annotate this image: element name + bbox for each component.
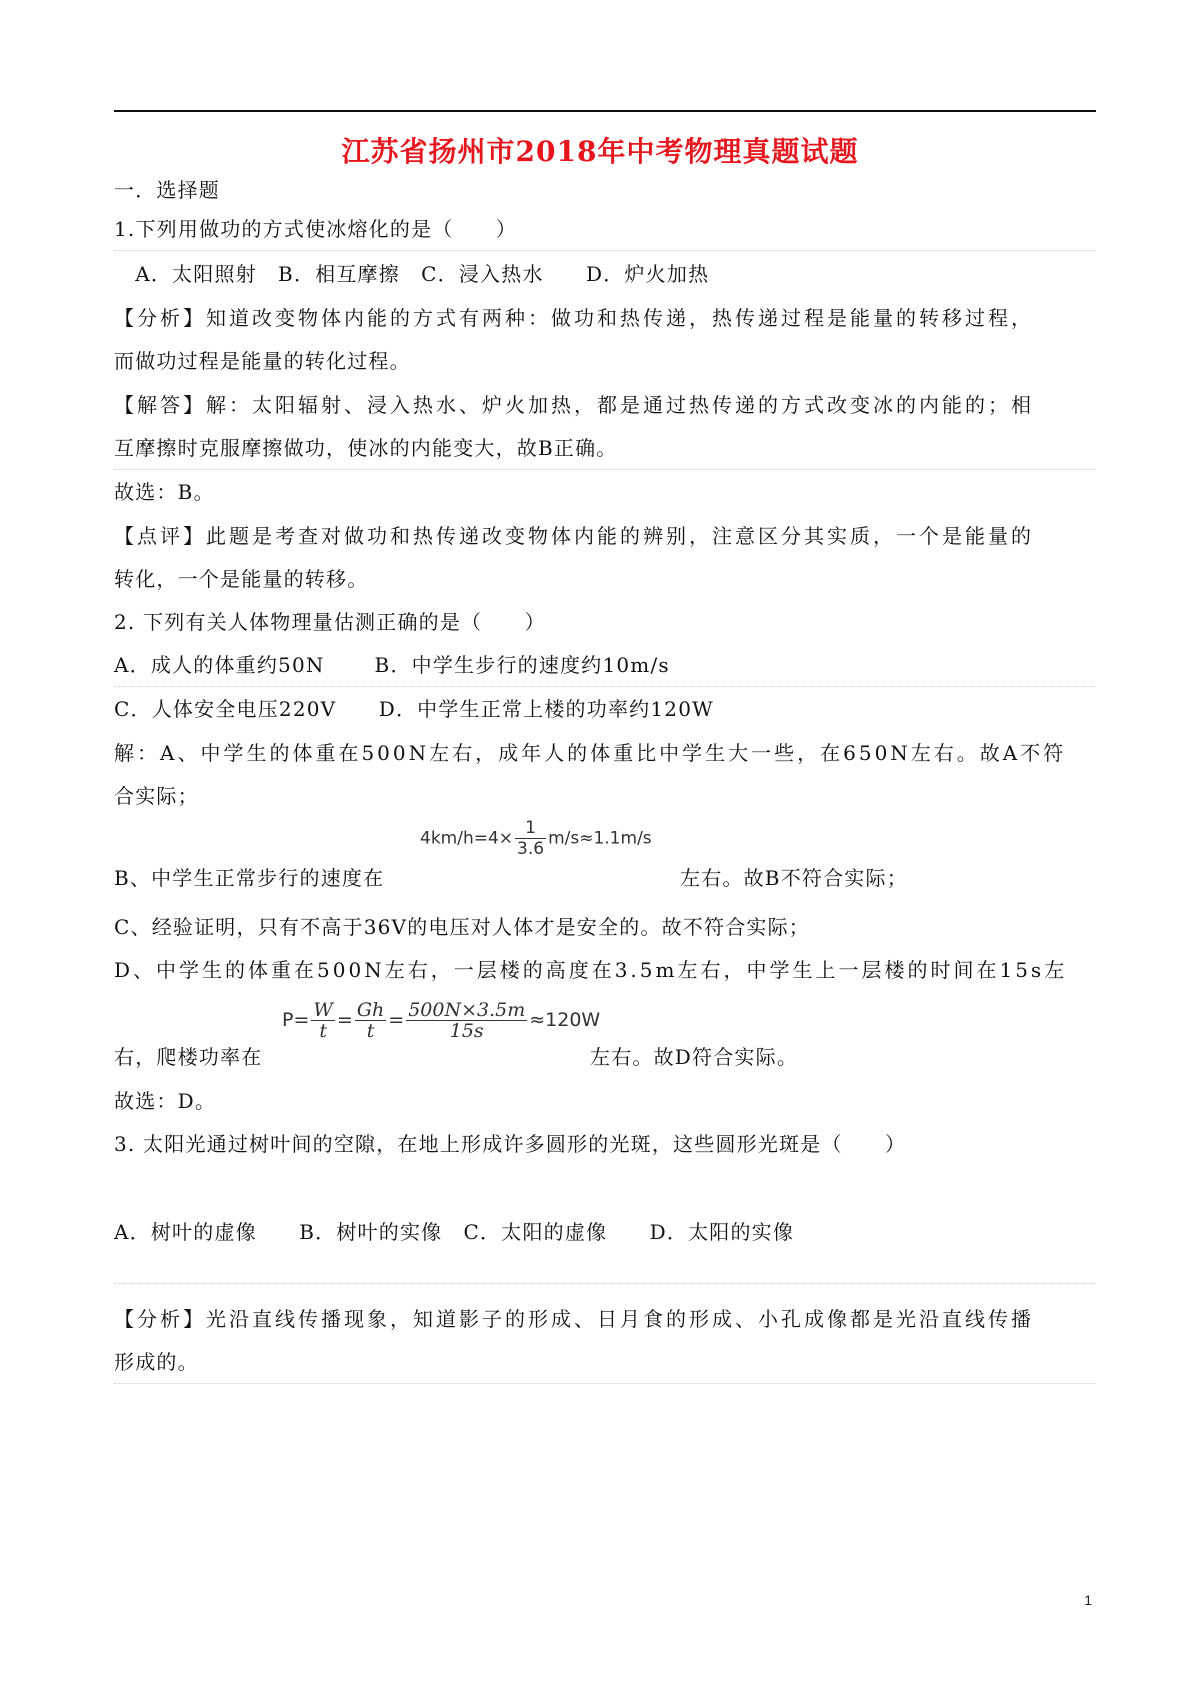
power-formula-eq-2: = — [388, 1009, 405, 1031]
q2-options-ab: A．成人的体重约50N B．中学生步行的速度约10m/s — [114, 653, 670, 677]
q1-answer-line-1: 【解答】解：太阳辐射、浸入热水、炉火加热，都是通过热传递的方式改变冰的内能的；相 — [114, 393, 1034, 417]
speed-formula-lhs: 4km/h=4× — [420, 828, 514, 849]
speed-fraction — [515, 818, 546, 859]
section-heading: 一．选择题 — [114, 178, 220, 202]
page-title: 江苏省扬州市2018年中考物理真题试题 — [341, 135, 859, 168]
q1-comment-line-1: 【点评】此题是考查对做功和热传递改变物体内能的辨别，注意区分其实质，一个是能量的 — [114, 524, 1034, 548]
q1-stem: 1.下列用做功的方式使冰熔化的是（ ） — [114, 217, 518, 241]
q1-options: A．太阳照射 B．相互摩擦 C．浸入热水 D．炉火加热 — [114, 262, 710, 286]
numeric-fraction — [406, 1000, 527, 1041]
page-number: 1 — [1084, 1592, 1092, 1608]
numeric-fraction-denominator: 15s — [449, 1020, 484, 1042]
q1-analysis-line-2: 而做功过程是能量的转化过程。 — [114, 349, 411, 373]
speed-fraction-denominator: 3.6 — [517, 839, 545, 859]
q2-solution-d-prefix: 右，爬楼功率在 — [114, 1045, 263, 1069]
dotted-divider — [114, 250, 1096, 251]
dotted-divider — [114, 469, 1096, 470]
dotted-divider — [114, 686, 1096, 687]
dotted-divider — [114, 1383, 1096, 1384]
dotted-divider — [114, 1283, 1096, 1284]
power-formula-lhs: P= — [282, 1009, 310, 1031]
q3-stem: 3. 太阳光通过树叶间的空隙，在地上形成许多圆形的光斑，这些圆形光斑是（ ） — [114, 1132, 907, 1156]
header-rule — [114, 110, 1096, 112]
q3-options: A．树叶的虚像 B．树叶的实像 C．太阳的虚像 D．太阳的实像 — [114, 1220, 795, 1244]
power-formula-rhs: ≈120W — [529, 1009, 601, 1031]
q1-choice: 故选：B。 — [114, 480, 215, 504]
gh-over-time-numerator: Gh — [356, 999, 385, 1021]
q2-choice: 故选：D。 — [114, 1089, 217, 1113]
q2-solution-a-line-1: 解：A、中学生的体重在500N左右，成年人的体重比中学生大一些，在650N左右。故A不符 — [114, 741, 1067, 765]
q2-solution-c: C、经验证明，只有不高于36V的电压对人体才是安全的。故不符合实际； — [114, 915, 810, 939]
power-formula — [282, 1000, 600, 1041]
q2-solution-b-prefix: B、中学生正常步行的速度在 — [114, 866, 385, 890]
q3-analysis-line-2: 形成的。 — [114, 1350, 199, 1374]
q2-solution-d-suffix: 左右。故D符合实际。 — [590, 1045, 799, 1069]
q2-options-cd: C．人体安全电压220V D．中学生正常上楼的功率约120W — [114, 697, 714, 721]
q1-comment-line-2: 转化，一个是能量的转移。 — [114, 567, 369, 591]
speed-formula — [420, 818, 652, 859]
numeric-fraction-numerator: 500N×3.5m — [408, 999, 526, 1021]
q1-answer-line-2: 互摩擦时克服摩擦做功，使冰的内能变大，故B正确。 — [114, 436, 618, 460]
gh-over-time-fraction — [355, 1000, 386, 1041]
q2-solution-d-line-1: D、中学生的体重在500N左右，一层楼的高度在3.5m左右，中学生上一层楼的时间在15s左 — [114, 958, 1068, 982]
gh-over-time-denominator: t — [366, 1020, 375, 1042]
speed-formula-rhs: m/s≈1.1m/s — [548, 828, 652, 849]
work-over-time-numerator: W — [313, 999, 333, 1021]
q2-solution-b-suffix: 左右。故B不符合实际； — [680, 866, 908, 890]
q2-solution-a-line-2: 合实际； — [114, 784, 199, 808]
q1-analysis-line-1: 【分析】知道改变物体内能的方式有两种：做功和热传递，热传递过程是能量的转移过程， — [114, 306, 1034, 330]
q2-stem: 2. 下列有关人体物理量估测正确的是（ ） — [114, 610, 546, 634]
work-over-time-fraction — [311, 1000, 335, 1041]
work-over-time-denominator: t — [319, 1020, 327, 1042]
speed-fraction-numerator: 1 — [515, 818, 546, 839]
q3-analysis-line-1: 【分析】光沿直线传播现象，知道影子的形成、日月食的形成、小孔成像都是光沿直线传播 — [114, 1307, 1034, 1331]
power-formula-eq-1: = — [336, 1009, 353, 1031]
